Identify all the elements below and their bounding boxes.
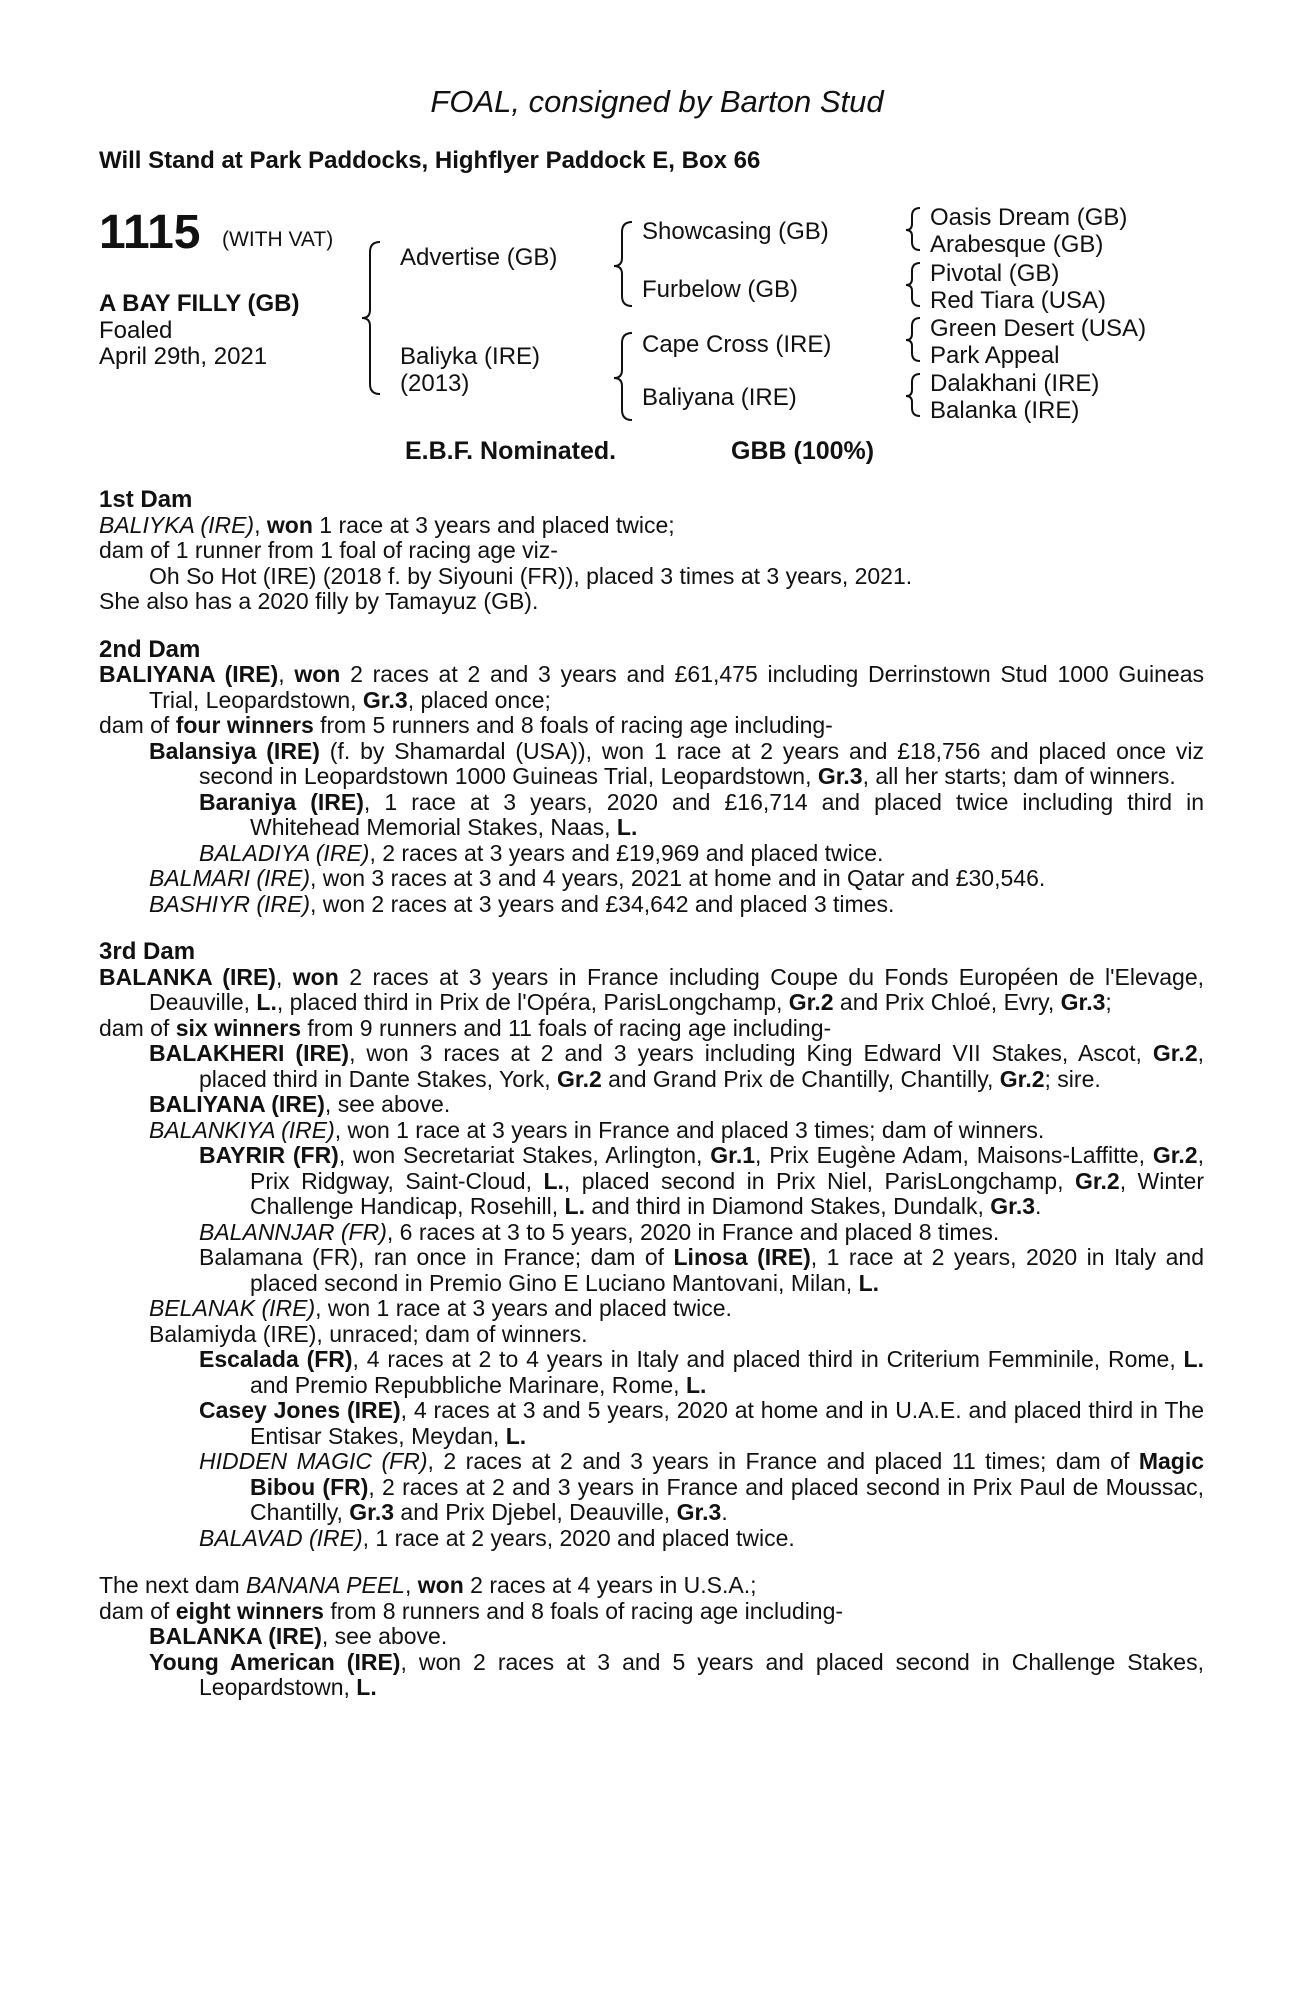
record-line: BALIYANA (IRE), won 2 races at 2 and 3 years and £61,475 including Derrinstown Stud 1000 Guineas Trial, Leopardstown, Gr.3, placed once; bbox=[99, 661, 1204, 713]
section-heading: 2nd Dam bbox=[99, 635, 201, 663]
record-line: BALANNJAR (FR), 6 races at 3 to 5 years, 2020 in France and placed 8 times. bbox=[199, 1218, 1000, 1245]
record-line: Balamiyda (IRE), unraced; dam of winners. bbox=[149, 1320, 588, 1347]
section-heading: 1st Dam bbox=[99, 486, 193, 513]
record-line: BALMARI (IRE), won 3 races at 3 and 4 years, 2021 at home and in Qatar and £30,546. bbox=[149, 865, 1046, 891]
dam-year: (2013) bbox=[400, 370, 470, 397]
page-title: FOAL, consigned by Barton Stud bbox=[430, 84, 884, 119]
record-line: BASHIYR (IRE), won 2 races at 3 years and £34,642 and placed 3 times. bbox=[149, 890, 895, 917]
family-record bbox=[99, 487, 1204, 1701]
record-line: dam of six winners from 9 runners and 11 foals of racing age including- bbox=[99, 1014, 832, 1041]
record-line: The next dam BANANA PEEL, won 2 races at 4 years in U.S.A.; bbox=[99, 1572, 757, 1598]
ped-g3-6: Park Appeal bbox=[930, 342, 1060, 369]
lot-description: A BAY FILLY (GB) bbox=[99, 290, 300, 317]
section-heading: 3rd Dam bbox=[99, 938, 196, 965]
record-line: BELANAK (IRE), won 1 race at 3 years and placed twice. bbox=[149, 1295, 732, 1321]
ped-g3-1: Oasis Dream (GB) bbox=[930, 204, 1128, 231]
dam-dam: Baliyana (IRE) bbox=[642, 384, 797, 411]
record-line: Baraniya (IRE), 1 race at 3 years, 2020 and £16,714 and placed twice including third in Whitehead Memorial Stakes, Naas, L. bbox=[199, 788, 1204, 840]
record-line: BAYRIR (FR), won Secretariat Stakes, Arlington, Gr.1, Prix Eugène Adam, Maisons-Laffitte, Gr.2, Prix Ridgway, Saint-Cloud, L., placed second in Prix Niel, ParisLongchamp, Gr.2, Winter Challenge Handicap, Rosehill, L. and third in Diamond Stakes, Dundalk, Gr.3. bbox=[199, 1142, 1204, 1219]
sire: Advertise (GB) bbox=[400, 244, 558, 271]
ped-g3-8: Balanka (IRE) bbox=[930, 397, 1080, 424]
dam-sire: Cape Cross (IRE) bbox=[642, 331, 832, 358]
record-line: dam of 1 runner from 1 foal of racing age viz- bbox=[99, 537, 558, 563]
ped-g3-3: Pivotal (GB) bbox=[930, 260, 1060, 287]
vat-label: (WITH VAT) bbox=[222, 228, 334, 251]
ped-g3-2: Arabesque (GB) bbox=[930, 231, 1104, 258]
foaled-label: Foaled bbox=[99, 317, 173, 344]
foaled-date: April 29th, 2021 bbox=[99, 343, 268, 370]
dam: Baliyka (IRE) bbox=[400, 343, 541, 370]
sire-sire: Showcasing (GB) bbox=[642, 218, 829, 245]
record-line: dam of four winners from 5 runners and 8 foals of racing age including- bbox=[99, 712, 833, 738]
record-line: Casey Jones (IRE), 4 races at 3 and 5 years, 2020 at home and in U.A.E. and placed third in The Entisar Stakes, Meydan, L. bbox=[199, 1397, 1204, 1449]
record-line: HIDDEN MAGIC (FR), 2 races at 2 and 3 years in France and placed 11 times; dam of Magic Bibou (FR), 2 races at 2 and 3 years in France and placed second in Prix Paul de Moussac, Chantilly, Gr.3 and Prix Djebel, Deauville, Gr.3. bbox=[199, 1448, 1204, 1525]
ebf-nominated: E.B.F. Nominated. bbox=[405, 437, 617, 465]
record-line: BALIYKA (IRE), won 1 race at 3 years and placed twice; bbox=[99, 511, 675, 538]
sire-dam: Furbelow (GB) bbox=[642, 276, 799, 303]
record-line: Escalada (FR), 4 races at 2 to 4 years in Italy and placed third in Criterium Femminile, Rome, L. and Premio Repubbliche Marinare, Rome, L. bbox=[199, 1346, 1204, 1398]
record-line: She also has a 2020 filly by Tamayuz (GB). bbox=[99, 588, 539, 614]
record-line: Young American (IRE), won 2 races at 3 and 5 years and placed second in Challenge Stakes, Leopardstown, L. bbox=[149, 1648, 1204, 1700]
record-line: dam of eight winners from 8 runners and 8 foals of racing age including- bbox=[99, 1597, 844, 1624]
ped-g3-4: Red Tiara (USA) bbox=[930, 287, 1107, 314]
record-line: BALAKHERI (IRE), won 3 races at 2 and 3 years including King Edward VII Stakes, Ascot, Gr.2, placed third in Dante Stakes, York, Gr.2 and Grand Prix de Chantilly, Chantilly, Gr.2; sire. bbox=[149, 1040, 1205, 1092]
lot-number: 1115 bbox=[99, 206, 201, 259]
record-line: BALADIYA (IRE), 2 races at 3 years and £19,969 and placed twice. bbox=[199, 839, 884, 866]
record-line: Balansiya (IRE) (f. by Shamardal (USA)), won 1 race at 2 years and £18,756 and placed once viz second in Leopardstown 1000 Guineas Trial, Leopardstown, Gr.3, all her starts; dam of winners. bbox=[149, 737, 1205, 789]
record-line: BALANKA (IRE), see above. bbox=[149, 1623, 448, 1649]
record-line: BALANKA (IRE), won 2 races at 3 years in France including Coupe du Fonds Européen de l'Elevage, Deauville, L., placed third in Prix de l'Opéra, ParisLongchamp, Gr.2 and Prix Chloé, Evry, Gr.3; bbox=[99, 963, 1205, 1015]
ped-g3-5: Green Desert (USA) bbox=[930, 315, 1147, 342]
gbb-label: GBB (100%) bbox=[731, 437, 875, 465]
record-line: Oh So Hot (IRE) (2018 f. by Siyouni (FR)), placed 3 times at 3 years, 2021. bbox=[149, 562, 913, 589]
record-line: BALANKIYA (IRE), won 1 race at 3 years in France and placed 3 times; dam of winners. bbox=[149, 1116, 1045, 1143]
stand-location: Will Stand at Park Paddocks, Highflyer Paddock E, Box 66 bbox=[99, 147, 761, 174]
record-line: Balamana (FR), ran once in France; dam of Linosa (IRE), 1 race at 2 years, 2020 in Italy and placed second in Premio Gino E Luciano Mantovani, Milan, L. bbox=[199, 1244, 1205, 1296]
record-line: BALAVAD (IRE), 1 race at 2 years, 2020 and placed twice. bbox=[199, 1524, 795, 1551]
ped-g3-7: Dalakhani (IRE) bbox=[930, 370, 1100, 397]
record-line: BALIYANA (IRE), see above. bbox=[149, 1091, 451, 1117]
